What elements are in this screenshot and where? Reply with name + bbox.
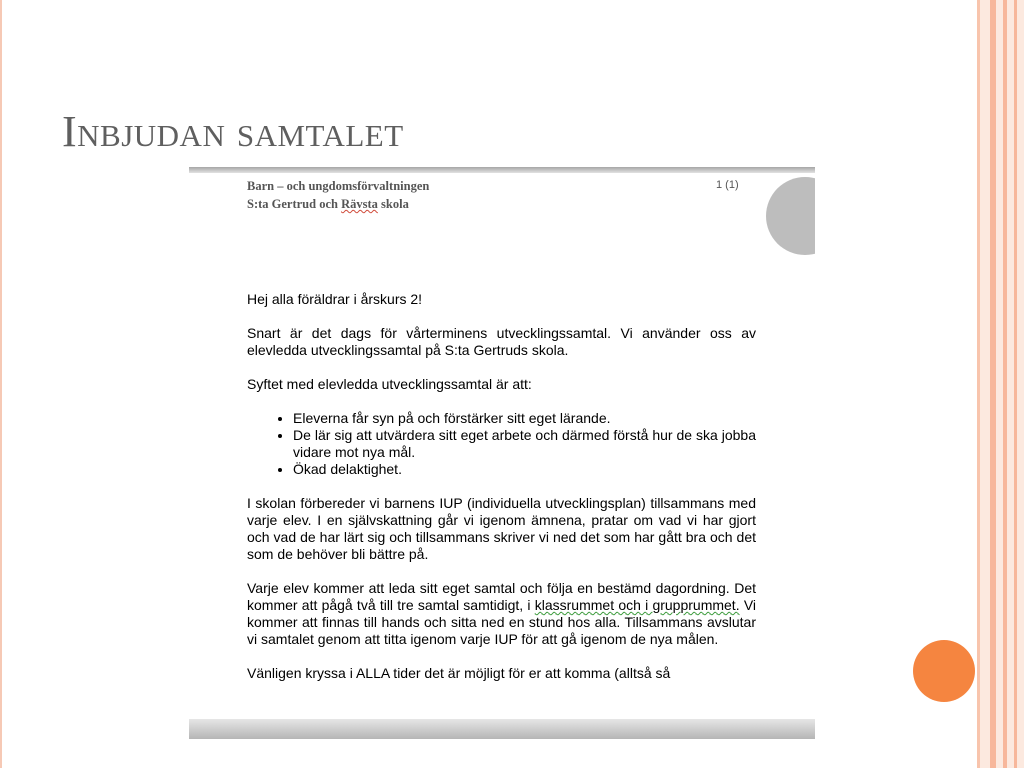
purpose-heading: Syftet med elevledda utvecklingssamtal är att: xyxy=(247,376,532,392)
right-decoration xyxy=(977,0,1024,768)
iup-paragraph: I skolan förbereder vi barnens IUP (individuella utvecklingsplan) tillsammans med varje elev. I en självskattning går vi igenom ämnena, pratar om vad vi har gjort och vad de har lärt sig och tillsammans skriver vi ned det som har gått bra och det som de behöver bli bättre på. xyxy=(247,495,756,562)
list-item: • Eleverna får syn på och förstärker sitt eget lärande. xyxy=(293,410,756,427)
greeting: Hej alla föräldrar i årskurs 2! xyxy=(247,291,423,307)
decor-stripe xyxy=(1014,0,1017,768)
letter-body xyxy=(247,291,756,699)
gray-circle-decoration xyxy=(766,177,815,255)
intro-paragraph: Snart är det dags för vårterminens utvecklingssamtal. Vi använder oss av elevledda utvecklingssamtal på S:ta Gertruds skola. xyxy=(247,325,756,358)
purpose-list xyxy=(247,410,756,478)
decor-stripe xyxy=(990,0,996,768)
page-number: 1 (1) xyxy=(716,179,739,191)
org-name: Barn – och ungdomsförvaltningen xyxy=(247,179,430,193)
slide-title: Inbjudan samtalet xyxy=(62,107,404,156)
orange-circle-decoration xyxy=(913,640,975,702)
document-bottom-bar xyxy=(189,719,815,739)
agenda-paragraph: Varje elev kommer att leda sitt eget samtal och följa en bestämd dagordning. Det kommer att pågå två till tre samtal samtidigt, i klassrummet och i grupprummet. Vi kommer att finnas till hands och sitta ned en stund hos alla. Tillsammans avslutar vi samtalet genom att titta igenom varje IUP för att gå igenom de nya målen. xyxy=(247,580,757,647)
cutoff-line: Vänligen kryssa i ALLA tider det är möjligt för er att komma (alltså så xyxy=(247,665,671,681)
list-item: • De lär sig att utvärdera sitt eget arbete och därmed förstå hur de ska jobba vidare mot nya mål. xyxy=(293,427,756,461)
document-header xyxy=(247,177,429,213)
document-top-bar xyxy=(189,167,815,173)
left-border-line xyxy=(0,0,2,768)
document-image xyxy=(189,167,815,739)
decor-stripe xyxy=(977,0,980,768)
decor-stripe xyxy=(1003,0,1007,768)
list-item: • Ökad delaktighet. xyxy=(293,461,756,478)
school-name: S:ta Gertrud och Rävsta skola xyxy=(247,197,409,211)
